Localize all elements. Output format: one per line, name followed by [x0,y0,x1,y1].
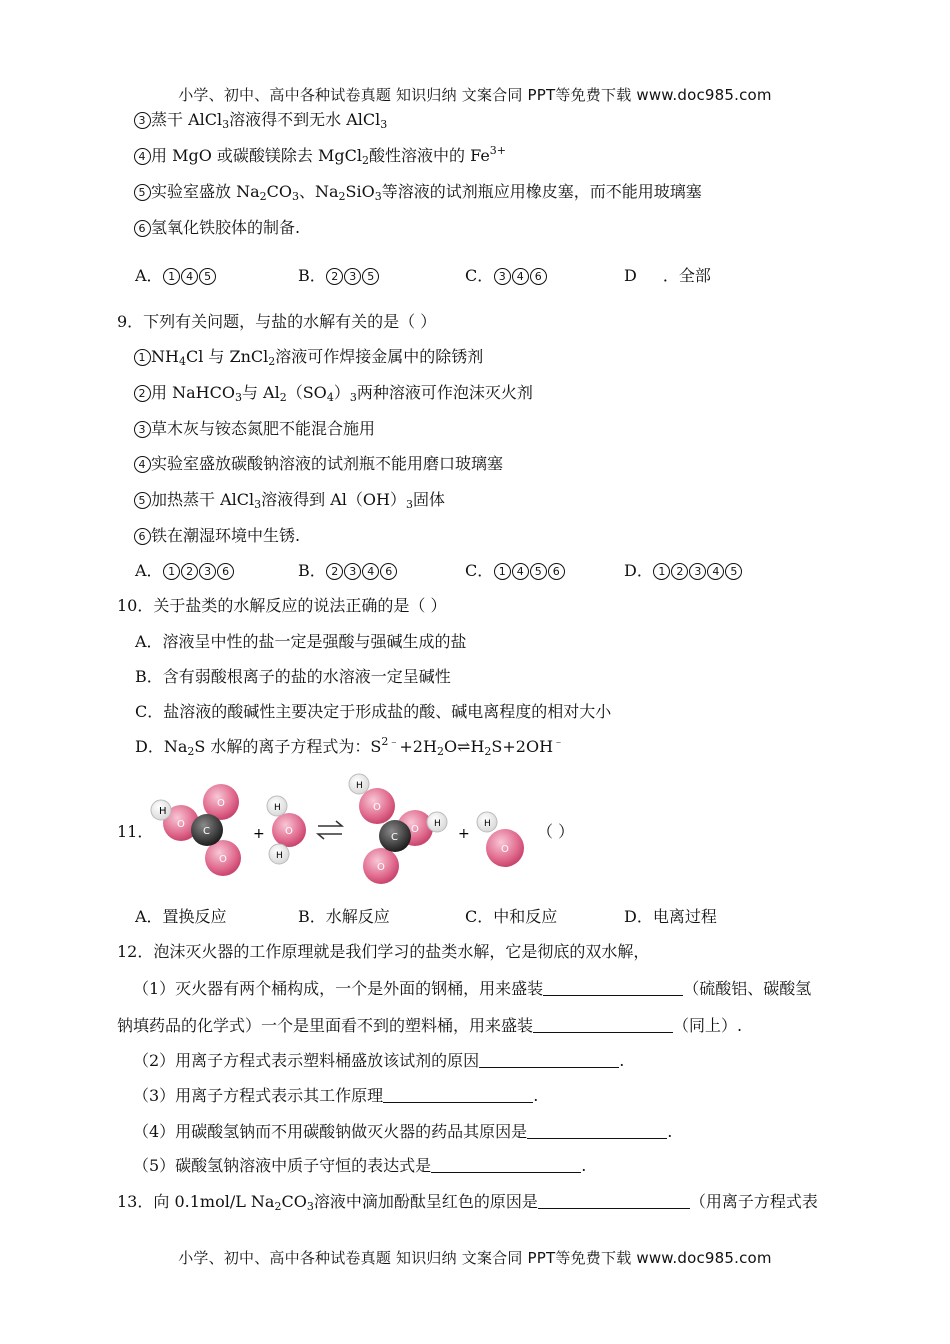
q8-option-a[interactable] [135,266,217,286]
option-text: ．全部 [662,266,711,285]
circled-number: 6 [134,528,151,545]
circled-number: 5 [199,268,216,285]
answer-blank[interactable] [543,979,683,996]
circled-number: 2 [326,268,343,285]
q8-item-5 [133,182,702,202]
subscript: 3 [292,190,299,203]
q13-stem [117,1192,818,1212]
circled-number: 1 [163,268,180,285]
q8-item-3 [133,110,387,130]
q11-number: 11． [117,822,154,841]
text: 草木灰与铵态氮肥不能混合施用 [151,419,376,438]
text: （硫酸铝、碳酸氢 [683,979,812,998]
q11-option-d[interactable]: D．电离过程 [624,907,717,926]
circled-number: 5 [530,563,547,580]
q10-option-d[interactable] [135,737,564,757]
answer-blank[interactable] [527,1122,667,1139]
answer-blank[interactable] [538,1192,690,1209]
q9-item-3 [133,419,375,439]
hydrolysis-molecule-diagram [145,770,535,890]
text: 溶液可作焊接金属中的除锈剂 [275,347,484,366]
superscript: ﹣ [553,735,565,748]
q9-item-5 [133,490,445,510]
atom-label-h: H [484,819,491,829]
option-label: B． [298,266,326,285]
subscript: 3 [349,391,357,404]
text: ） [333,383,350,402]
text: 固体 [412,490,445,509]
equilibrium-arrow-icon [318,821,342,839]
text: . [667,1122,673,1141]
q10-stem: 10．关于盐类的水解反应的说法正确的是（ ） [117,596,447,615]
text: （4）用碳酸氢钠而不用碳酸钠做灭火器的药品其原因是 [133,1122,528,1141]
subscript: 3 [222,118,230,131]
q8-option-c[interactable] [465,266,547,286]
circled-number: 3 [344,563,361,580]
subscript: 2 [484,745,492,758]
text: （用离子方程式表 [689,1192,818,1211]
q11-option-a[interactable]: A．置换反应 [135,907,227,926]
circled-number: 5 [134,184,151,201]
q12-part-4 [133,1122,672,1142]
q11-answer-paren: （ ） [537,822,575,841]
answer-blank[interactable] [533,1016,673,1033]
text: 溶液得不到无水 AlCl [229,110,381,129]
circled-number: 4 [512,563,529,580]
answer-blank[interactable] [479,1051,619,1068]
q12-part-3 [133,1086,538,1106]
text: 与 Al [241,383,280,402]
circled-number: 3 [134,421,151,438]
text: （同上）. [673,1016,743,1035]
q9-option-c[interactable] [465,561,565,581]
atom-label-o: O [373,802,381,813]
atom-label-o: O [217,798,225,809]
text: （SO [286,383,327,402]
q9-option-d[interactable] [624,561,743,581]
option-label: D [624,266,637,285]
text: 酸性溶液中的 Fe [369,146,490,165]
plus-sign: + [253,826,265,842]
circled-number: 4 [512,268,529,285]
text: 钠填药品的化学式）一个是里面看不到的塑料桶，用来盛装 [117,1016,534,1035]
q12-part-1 [133,979,811,999]
text: 蒸干 AlCl [151,110,223,129]
text: 、Na [299,182,339,201]
circled-number: 1 [163,563,180,580]
text: （1）灭火器有两个桶构成，一个是外面的钢桶，用来盛装 [133,979,544,998]
atom-label-c: C [391,832,398,843]
text: CO [281,1192,307,1211]
subscript: 2 [436,745,444,758]
circled-number: 5 [134,492,151,509]
circled-number: 5 [725,563,742,580]
circled-number: 2 [181,563,198,580]
subscript: 4 [326,391,334,404]
text: 等溶液的试剂瓶应用橡皮塞，而不能用玻璃塞 [381,182,702,201]
q9-item-6 [133,526,300,546]
option-label: B． [298,561,326,580]
q9-option-a[interactable] [135,561,235,581]
circled-number: 2 [134,385,151,402]
q9-option-b[interactable] [298,561,398,581]
subscript: 2 [279,391,287,404]
hydroxide-ion [477,812,524,867]
atom-label-h: H [159,806,167,817]
text: . [581,1156,587,1175]
q10-option-c[interactable]: C．盐溶液的酸碱性主要决定于形成盐的酸、碱电离程度的相对大小 [135,702,612,721]
text: . [619,1051,625,1070]
subscript: 3 [254,498,262,511]
text: Cl 与 ZnCl [185,347,269,366]
q8-option-b[interactable] [298,266,380,286]
superscript: 2﹣ [381,735,400,748]
bicarbonate-ion-left [151,784,241,876]
plus-sign: + [458,826,470,842]
text: 溶液中滴加酚酞呈红色的原因是 [313,1192,538,1211]
text: 氢氧化铁胶体的制备. [151,218,301,237]
text: S+2OH [491,737,554,756]
circled-number: 3 [134,112,151,129]
subscript: 2 [259,190,267,203]
q8-item-6 [133,218,300,238]
q8-item-4 [133,146,506,166]
q9-item-2 [133,383,533,403]
circled-number: 2 [326,563,343,580]
circled-number: 5 [362,268,379,285]
q12-part-5 [133,1156,586,1176]
circled-number: 6 [134,220,151,237]
option-label: A． [135,561,163,580]
circled-number: 1 [134,349,151,366]
subscript: 3 [380,118,388,131]
option-label: D． [624,561,653,580]
text: （2）用离子方程式表示塑料桶盛放该试剂的原因 [133,1051,480,1070]
page-footer: 小学、初中、高中各种试卷真题 知识归纳 文案合同 PPT等免费下载 www.doc985.com [178,1249,772,1267]
circled-number: 3 [689,563,706,580]
subscript: 2 [187,745,195,758]
text: 溶液得到 Al（OH） [261,490,406,509]
subscript: 2 [362,154,369,167]
circled-number: 4 [134,148,151,165]
text: 实验室盛放碳酸钠溶液的试剂瓶不能用磨口玻璃塞 [151,454,504,473]
atom-label-o: O [285,826,293,837]
text: 用 MgO 或碳酸镁除去 MgCl [151,146,362,165]
subscript: 3 [306,1200,314,1213]
text: . [533,1086,539,1105]
atom-label-c: C [203,826,210,837]
option-label: C． [465,561,494,580]
circled-number: 6 [548,563,565,580]
text: 铁在潮湿环境中生锈. [151,526,301,545]
atom-label-o: O [377,862,385,873]
circled-number: 4 [707,563,724,580]
atom-label-h: H [434,819,441,829]
atom-label-o: O [219,854,227,865]
atom-label-h: H [356,781,363,791]
q10-option-b[interactable]: B．含有弱酸根离子的盐的水溶液一定呈碱性 [135,667,451,686]
q9-stem: 9．下列有关问题，与盐的水解有关的是（ ） [117,312,437,331]
subscript: 3 [405,498,413,511]
atom-label-h: H [276,851,283,861]
option-label: C． [465,266,494,285]
text: SiO [345,182,375,201]
text: 两种溶液可作泡沫灭火剂 [356,383,533,402]
text: 加热蒸干 AlCl [151,490,255,509]
text: D．Na [135,737,188,756]
q9-item-1 [133,347,483,367]
text: S 水解的离子方程式为：S [194,737,382,756]
circled-number: 6 [217,563,234,580]
text: 实验室盛放 Na [151,182,260,201]
circled-number: 3 [199,563,216,580]
circled-number: 1 [494,563,511,580]
option-label: A． [135,266,163,285]
text: +2H [399,737,437,756]
circled-number: 2 [671,563,688,580]
subscript: 3 [234,391,242,404]
answer-blank[interactable] [383,1086,533,1103]
q9-item-4 [133,454,503,474]
atom-label-h: H [274,803,281,813]
superscript: 3+ [489,144,507,157]
q8-option-d[interactable] [624,266,711,286]
atom-label-o: O [501,844,509,855]
q11-option-b[interactable]: B．水解反应 [298,907,390,926]
text: （3）用离子方程式表示其工作原理 [133,1086,384,1105]
circled-number: 6 [380,563,397,580]
circled-number: 4 [181,268,198,285]
atom-label-o: O [411,824,419,835]
text: CO [266,182,292,201]
text: O⇌H [443,737,485,756]
circled-number: 1 [653,563,670,580]
answer-blank[interactable] [431,1156,581,1173]
text: 13．向 0.1mol/L Na [117,1192,275,1211]
subscript: 2 [268,355,276,368]
carbonic-acid-molecule [349,774,447,884]
q12-stem: 12．泡沫灭火器的工作原理就是我们学习的盐类水解，它是彻底的双水解， [117,942,650,961]
page-header: 小学、初中、高中各种试卷真题 知识归纳 文案合同 PPT等免费下载 www.doc985.com [178,86,772,104]
subscript: 2 [338,190,346,203]
q11-option-c[interactable]: C．中和反应 [465,907,558,926]
text: （5）碳酸氢钠溶液中质子守恒的表达式是 [133,1156,432,1175]
circled-number: 3 [344,268,361,285]
text: NH [151,347,179,366]
subscript: 3 [374,190,382,203]
circled-number: 4 [362,563,379,580]
circled-number: 6 [530,268,547,285]
subscript: 2 [274,1200,282,1213]
text: 用 NaHCO [151,383,235,402]
circled-number: 3 [494,268,511,285]
q12-part-1-cont [117,1016,742,1036]
water-molecule [267,796,306,864]
atom-label-o: O [177,819,185,830]
q10-option-a[interactable]: A．溶液呈中性的盐一定是强酸与强碱生成的盐 [135,632,467,651]
circled-number: 4 [134,456,151,473]
q12-part-2 [133,1051,624,1071]
subscript: 4 [178,355,186,368]
